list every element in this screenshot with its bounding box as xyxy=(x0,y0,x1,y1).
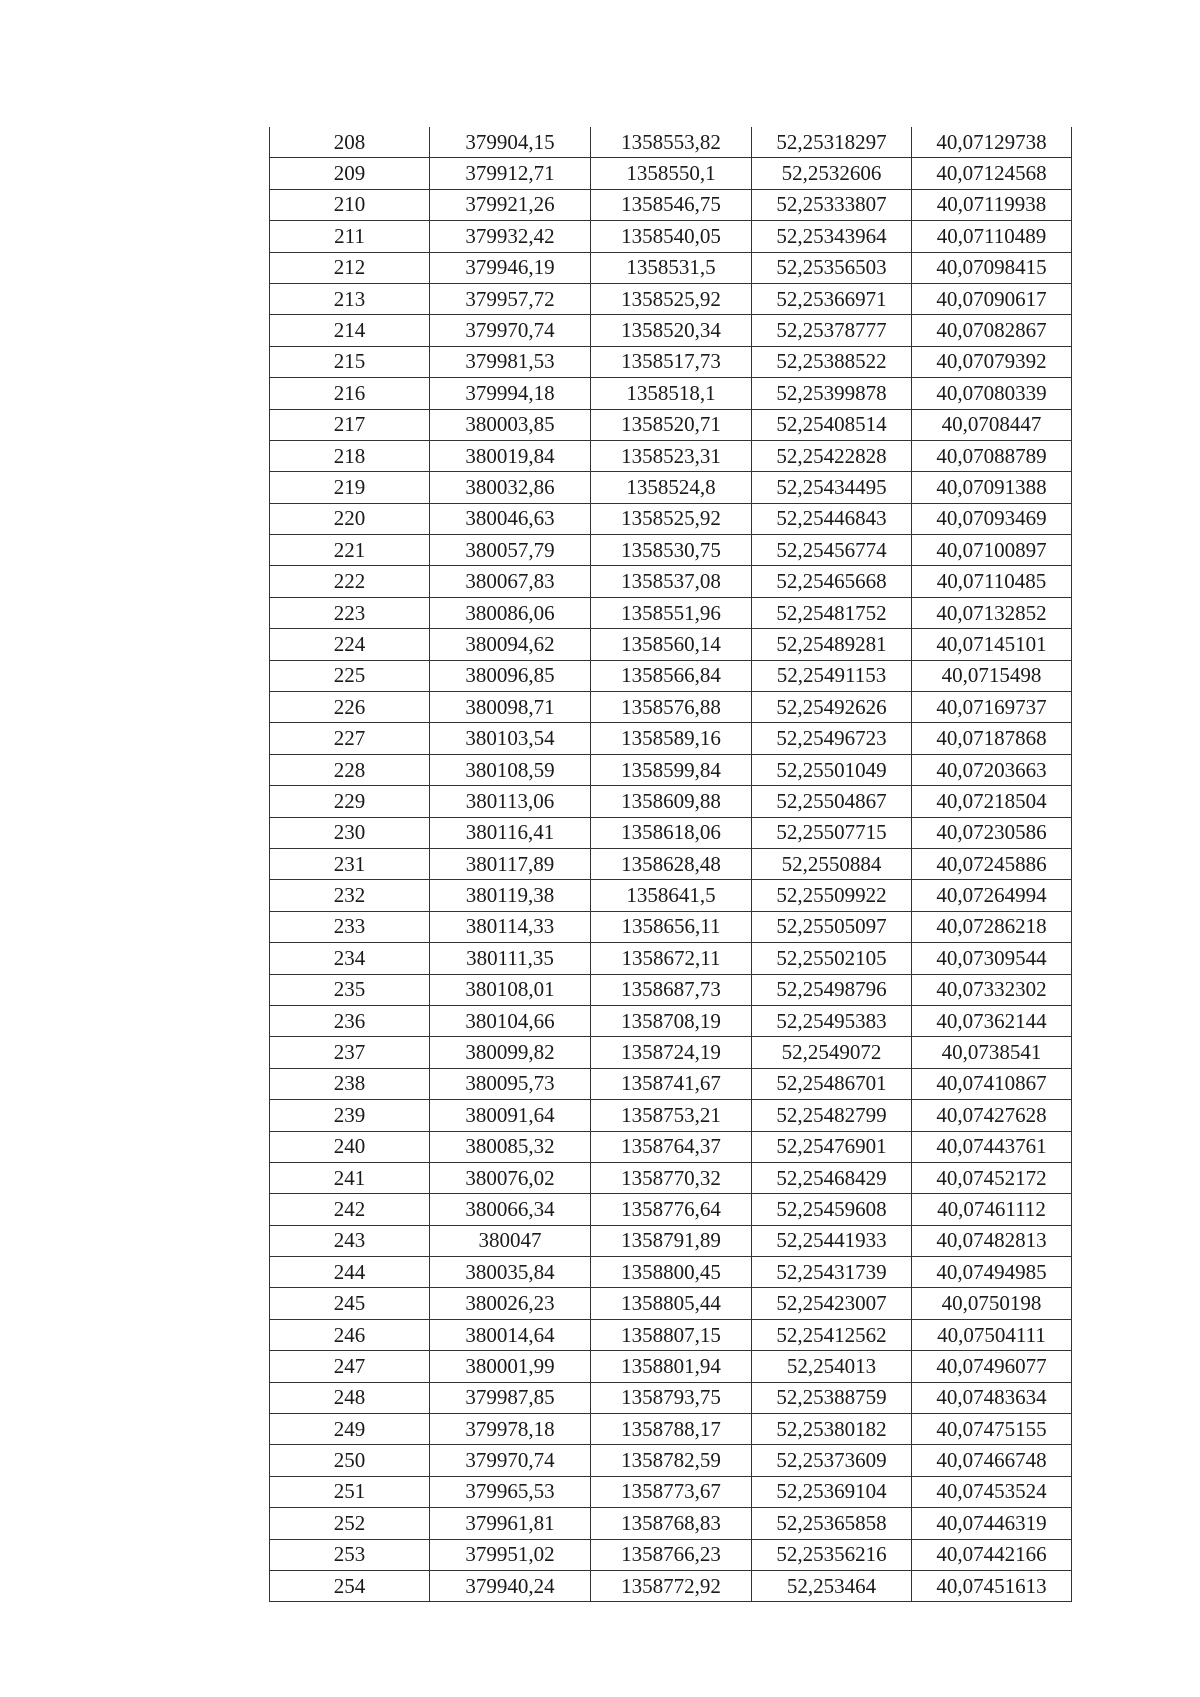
latitude-cell: 52,25318297 xyxy=(752,127,912,158)
point-number-cell: 222 xyxy=(270,566,430,597)
point-number-cell: 248 xyxy=(270,1382,430,1413)
point-number-cell: 247 xyxy=(270,1351,430,1382)
table-row xyxy=(270,535,1072,566)
latitude-cell: 52,25365858 xyxy=(752,1508,912,1539)
x-coordinate-cell: 379965,53 xyxy=(430,1476,591,1507)
latitude-cell: 52,25356216 xyxy=(752,1539,912,1570)
point-number-cell: 254 xyxy=(270,1570,430,1601)
y-coordinate-cell: 1358553,82 xyxy=(591,127,752,158)
x-coordinate-cell: 380003,85 xyxy=(430,409,591,440)
table-row xyxy=(270,1476,1072,1507)
longitude-cell: 40,07169737 xyxy=(912,692,1072,723)
longitude-cell: 40,07110489 xyxy=(912,221,1072,252)
x-coordinate-cell: 380067,83 xyxy=(430,566,591,597)
latitude-cell: 52,25373609 xyxy=(752,1445,912,1476)
x-coordinate-cell: 379921,26 xyxy=(430,189,591,220)
latitude-cell: 52,25476901 xyxy=(752,1131,912,1162)
x-coordinate-cell: 380099,82 xyxy=(430,1037,591,1068)
x-coordinate-cell: 380114,33 xyxy=(430,911,591,942)
point-number-cell: 245 xyxy=(270,1288,430,1319)
point-number-cell: 229 xyxy=(270,786,430,817)
latitude-cell: 52,25431739 xyxy=(752,1257,912,1288)
point-number-cell: 236 xyxy=(270,1005,430,1036)
latitude-cell: 52,25378777 xyxy=(752,315,912,346)
table-row xyxy=(270,786,1072,817)
table-row xyxy=(270,943,1072,974)
longitude-cell: 40,07482813 xyxy=(912,1225,1072,1256)
point-number-cell: 240 xyxy=(270,1131,430,1162)
point-number-cell: 243 xyxy=(270,1225,430,1256)
table-row xyxy=(270,252,1072,283)
point-number-cell: 226 xyxy=(270,692,430,723)
x-coordinate-cell: 380116,41 xyxy=(430,817,591,848)
y-coordinate-cell: 1358537,08 xyxy=(591,566,752,597)
x-coordinate-cell: 380076,02 xyxy=(430,1162,591,1193)
y-coordinate-cell: 1358805,44 xyxy=(591,1288,752,1319)
y-coordinate-cell: 1358768,83 xyxy=(591,1508,752,1539)
x-coordinate-cell: 379957,72 xyxy=(430,283,591,314)
table-row xyxy=(270,1068,1072,1099)
x-coordinate-cell: 379978,18 xyxy=(430,1414,591,1445)
y-coordinate-cell: 1358776,64 xyxy=(591,1194,752,1225)
latitude-cell: 52,25399878 xyxy=(752,378,912,409)
latitude-cell: 52,25343964 xyxy=(752,221,912,252)
longitude-cell: 40,07245886 xyxy=(912,848,1072,879)
y-coordinate-cell: 1358800,45 xyxy=(591,1257,752,1288)
latitude-cell: 52,25481752 xyxy=(752,597,912,628)
x-coordinate-cell: 379981,53 xyxy=(430,346,591,377)
table-row xyxy=(270,597,1072,628)
table-row xyxy=(270,1131,1072,1162)
longitude-cell: 40,07203663 xyxy=(912,754,1072,785)
longitude-cell: 40,07362144 xyxy=(912,1005,1072,1036)
latitude-cell: 52,25380182 xyxy=(752,1414,912,1445)
longitude-cell: 40,07452172 xyxy=(912,1162,1072,1193)
table-row xyxy=(270,440,1072,471)
x-coordinate-cell: 379940,24 xyxy=(430,1570,591,1601)
x-coordinate-cell: 379951,02 xyxy=(430,1539,591,1570)
table-row xyxy=(270,1288,1072,1319)
latitude-cell: 52,253464 xyxy=(752,1570,912,1601)
point-number-cell: 224 xyxy=(270,629,430,660)
y-coordinate-cell: 1358807,15 xyxy=(591,1319,752,1350)
point-number-cell: 213 xyxy=(270,283,430,314)
x-coordinate-cell: 380103,54 xyxy=(430,723,591,754)
y-coordinate-cell: 1358550,1 xyxy=(591,158,752,189)
latitude-cell: 52,25501049 xyxy=(752,754,912,785)
y-coordinate-cell: 1358724,19 xyxy=(591,1037,752,1068)
point-number-cell: 239 xyxy=(270,1100,430,1131)
longitude-cell: 40,07079392 xyxy=(912,346,1072,377)
longitude-cell: 40,07504111 xyxy=(912,1319,1072,1350)
table-row xyxy=(270,723,1072,754)
x-coordinate-cell: 380108,01 xyxy=(430,974,591,1005)
x-coordinate-cell: 380066,34 xyxy=(430,1194,591,1225)
table-row xyxy=(270,503,1072,534)
point-number-cell: 241 xyxy=(270,1162,430,1193)
x-coordinate-cell: 380014,64 xyxy=(430,1319,591,1350)
y-coordinate-cell: 1358791,89 xyxy=(591,1225,752,1256)
longitude-cell: 40,07286218 xyxy=(912,911,1072,942)
y-coordinate-cell: 1358641,5 xyxy=(591,880,752,911)
x-coordinate-cell: 379904,15 xyxy=(430,127,591,158)
longitude-cell: 40,07494985 xyxy=(912,1257,1072,1288)
table-row xyxy=(270,629,1072,660)
y-coordinate-cell: 1358520,34 xyxy=(591,315,752,346)
x-coordinate-cell: 380026,23 xyxy=(430,1288,591,1319)
longitude-cell: 40,07309544 xyxy=(912,943,1072,974)
y-coordinate-cell: 1358772,92 xyxy=(591,1570,752,1601)
x-coordinate-cell: 380085,32 xyxy=(430,1131,591,1162)
y-coordinate-cell: 1358576,88 xyxy=(591,692,752,723)
y-coordinate-cell: 1358764,37 xyxy=(591,1131,752,1162)
point-number-cell: 217 xyxy=(270,409,430,440)
table-row xyxy=(270,1037,1072,1068)
latitude-cell: 52,25468429 xyxy=(752,1162,912,1193)
point-number-cell: 252 xyxy=(270,1508,430,1539)
point-number-cell: 228 xyxy=(270,754,430,785)
y-coordinate-cell: 1358672,11 xyxy=(591,943,752,974)
longitude-cell: 40,07453524 xyxy=(912,1476,1072,1507)
longitude-cell: 40,07451613 xyxy=(912,1570,1072,1601)
point-number-cell: 249 xyxy=(270,1414,430,1445)
point-number-cell: 251 xyxy=(270,1476,430,1507)
point-number-cell: 233 xyxy=(270,911,430,942)
point-number-cell: 234 xyxy=(270,943,430,974)
coordinates-table-body xyxy=(270,127,1072,1602)
y-coordinate-cell: 1358766,23 xyxy=(591,1539,752,1570)
longitude-cell: 40,07466748 xyxy=(912,1445,1072,1476)
longitude-cell: 40,07132852 xyxy=(912,597,1072,628)
table-row xyxy=(270,1570,1072,1601)
y-coordinate-cell: 1358782,59 xyxy=(591,1445,752,1476)
longitude-cell: 40,07187868 xyxy=(912,723,1072,754)
point-number-cell: 235 xyxy=(270,974,430,1005)
point-number-cell: 209 xyxy=(270,158,430,189)
latitude-cell: 52,25504867 xyxy=(752,786,912,817)
longitude-cell: 40,0708447 xyxy=(912,409,1072,440)
x-coordinate-cell: 380019,84 xyxy=(430,440,591,471)
point-number-cell: 242 xyxy=(270,1194,430,1225)
longitude-cell: 40,07483634 xyxy=(912,1382,1072,1413)
x-coordinate-cell: 380108,59 xyxy=(430,754,591,785)
table-row xyxy=(270,1382,1072,1413)
longitude-cell: 40,07264994 xyxy=(912,880,1072,911)
longitude-cell: 40,07124568 xyxy=(912,158,1072,189)
latitude-cell: 52,25482799 xyxy=(752,1100,912,1131)
latitude-cell: 52,25441933 xyxy=(752,1225,912,1256)
longitude-cell: 40,07129738 xyxy=(912,127,1072,158)
latitude-cell: 52,25491153 xyxy=(752,660,912,691)
y-coordinate-cell: 1358546,75 xyxy=(591,189,752,220)
table-row xyxy=(270,1319,1072,1350)
table-row xyxy=(270,221,1072,252)
latitude-cell: 52,25388759 xyxy=(752,1382,912,1413)
latitude-cell: 52,25366971 xyxy=(752,283,912,314)
longitude-cell: 40,07442166 xyxy=(912,1539,1072,1570)
table-row xyxy=(270,1445,1072,1476)
table-row xyxy=(270,1508,1072,1539)
y-coordinate-cell: 1358793,75 xyxy=(591,1382,752,1413)
longitude-cell: 40,07145101 xyxy=(912,629,1072,660)
point-number-cell: 212 xyxy=(270,252,430,283)
x-coordinate-cell: 379932,42 xyxy=(430,221,591,252)
latitude-cell: 52,25502105 xyxy=(752,943,912,974)
latitude-cell: 52,25333807 xyxy=(752,189,912,220)
x-coordinate-cell: 380111,35 xyxy=(430,943,591,974)
longitude-cell: 40,07080339 xyxy=(912,378,1072,409)
longitude-cell: 40,07091388 xyxy=(912,472,1072,503)
table-row xyxy=(270,409,1072,440)
y-coordinate-cell: 1358788,17 xyxy=(591,1414,752,1445)
y-coordinate-cell: 1358531,5 xyxy=(591,252,752,283)
y-coordinate-cell: 1358599,84 xyxy=(591,754,752,785)
longitude-cell: 40,07332302 xyxy=(912,974,1072,1005)
table-row xyxy=(270,1225,1072,1256)
x-coordinate-cell: 379994,18 xyxy=(430,378,591,409)
table-row xyxy=(270,974,1072,1005)
point-number-cell: 230 xyxy=(270,817,430,848)
longitude-cell: 40,07088789 xyxy=(912,440,1072,471)
y-coordinate-cell: 1358560,14 xyxy=(591,629,752,660)
latitude-cell: 52,25465668 xyxy=(752,566,912,597)
coordinates-table xyxy=(269,127,1072,1602)
longitude-cell: 40,0738541 xyxy=(912,1037,1072,1068)
longitude-cell: 40,07100897 xyxy=(912,535,1072,566)
longitude-cell: 40,07230586 xyxy=(912,817,1072,848)
latitude-cell: 52,25446843 xyxy=(752,503,912,534)
x-coordinate-cell: 380086,06 xyxy=(430,597,591,628)
table-row xyxy=(270,1257,1072,1288)
table-row xyxy=(270,817,1072,848)
table-row xyxy=(270,911,1072,942)
table-row xyxy=(270,1414,1072,1445)
x-coordinate-cell: 379912,71 xyxy=(430,158,591,189)
y-coordinate-cell: 1358524,8 xyxy=(591,472,752,503)
latitude-cell: 52,25489281 xyxy=(752,629,912,660)
x-coordinate-cell: 379987,85 xyxy=(430,1382,591,1413)
latitude-cell: 52,25356503 xyxy=(752,252,912,283)
y-coordinate-cell: 1358656,11 xyxy=(591,911,752,942)
latitude-cell: 52,2550884 xyxy=(752,848,912,879)
point-number-cell: 250 xyxy=(270,1445,430,1476)
point-number-cell: 219 xyxy=(270,472,430,503)
y-coordinate-cell: 1358708,19 xyxy=(591,1005,752,1036)
latitude-cell: 52,25422828 xyxy=(752,440,912,471)
x-coordinate-cell: 379970,74 xyxy=(430,1445,591,1476)
longitude-cell: 40,07110485 xyxy=(912,566,1072,597)
longitude-cell: 40,07446319 xyxy=(912,1508,1072,1539)
point-number-cell: 218 xyxy=(270,440,430,471)
y-coordinate-cell: 1358517,73 xyxy=(591,346,752,377)
latitude-cell: 52,25459608 xyxy=(752,1194,912,1225)
table-row xyxy=(270,880,1072,911)
point-number-cell: 220 xyxy=(270,503,430,534)
point-number-cell: 208 xyxy=(270,127,430,158)
x-coordinate-cell: 380098,71 xyxy=(430,692,591,723)
point-number-cell: 231 xyxy=(270,848,430,879)
y-coordinate-cell: 1358753,21 xyxy=(591,1100,752,1131)
table-row xyxy=(270,1351,1072,1382)
longitude-cell: 40,07098415 xyxy=(912,252,1072,283)
table-row xyxy=(270,189,1072,220)
x-coordinate-cell: 380095,73 xyxy=(430,1068,591,1099)
x-coordinate-cell: 380001,99 xyxy=(430,1351,591,1382)
table-row xyxy=(270,1539,1072,1570)
latitude-cell: 52,25423007 xyxy=(752,1288,912,1319)
point-number-cell: 244 xyxy=(270,1257,430,1288)
y-coordinate-cell: 1358618,06 xyxy=(591,817,752,848)
point-number-cell: 238 xyxy=(270,1068,430,1099)
latitude-cell: 52,25456774 xyxy=(752,535,912,566)
y-coordinate-cell: 1358518,1 xyxy=(591,378,752,409)
table-row xyxy=(270,692,1072,723)
longitude-cell: 40,07443761 xyxy=(912,1131,1072,1162)
x-coordinate-cell: 380104,66 xyxy=(430,1005,591,1036)
y-coordinate-cell: 1358520,71 xyxy=(591,409,752,440)
y-coordinate-cell: 1358530,75 xyxy=(591,535,752,566)
table-row xyxy=(270,127,1072,158)
table-row xyxy=(270,378,1072,409)
latitude-cell: 52,254013 xyxy=(752,1351,912,1382)
longitude-cell: 40,07218504 xyxy=(912,786,1072,817)
x-coordinate-cell: 380094,62 xyxy=(430,629,591,660)
longitude-cell: 40,07475155 xyxy=(912,1414,1072,1445)
y-coordinate-cell: 1358801,94 xyxy=(591,1351,752,1382)
longitude-cell: 40,0750198 xyxy=(912,1288,1072,1319)
point-number-cell: 227 xyxy=(270,723,430,754)
x-coordinate-cell: 380113,06 xyxy=(430,786,591,817)
y-coordinate-cell: 1358540,05 xyxy=(591,221,752,252)
latitude-cell: 52,2532606 xyxy=(752,158,912,189)
point-number-cell: 214 xyxy=(270,315,430,346)
point-number-cell: 225 xyxy=(270,660,430,691)
table-row xyxy=(270,848,1072,879)
x-coordinate-cell: 380035,84 xyxy=(430,1257,591,1288)
latitude-cell: 52,25369104 xyxy=(752,1476,912,1507)
point-number-cell: 215 xyxy=(270,346,430,377)
longitude-cell: 40,07461112 xyxy=(912,1194,1072,1225)
x-coordinate-cell: 380117,89 xyxy=(430,848,591,879)
longitude-cell: 40,07427628 xyxy=(912,1100,1072,1131)
y-coordinate-cell: 1358525,92 xyxy=(591,503,752,534)
longitude-cell: 40,0715498 xyxy=(912,660,1072,691)
x-coordinate-cell: 380091,64 xyxy=(430,1100,591,1131)
y-coordinate-cell: 1358589,16 xyxy=(591,723,752,754)
table-row xyxy=(270,1005,1072,1036)
x-coordinate-cell: 380119,38 xyxy=(430,880,591,911)
latitude-cell: 52,2549072 xyxy=(752,1037,912,1068)
latitude-cell: 52,25434495 xyxy=(752,472,912,503)
y-coordinate-cell: 1358566,84 xyxy=(591,660,752,691)
point-number-cell: 223 xyxy=(270,597,430,628)
x-coordinate-cell: 379946,19 xyxy=(430,252,591,283)
latitude-cell: 52,25412562 xyxy=(752,1319,912,1350)
x-coordinate-cell: 379961,81 xyxy=(430,1508,591,1539)
latitude-cell: 52,25509922 xyxy=(752,880,912,911)
y-coordinate-cell: 1358525,92 xyxy=(591,283,752,314)
latitude-cell: 52,25505097 xyxy=(752,911,912,942)
point-number-cell: 253 xyxy=(270,1539,430,1570)
longitude-cell: 40,07093469 xyxy=(912,503,1072,534)
table-row xyxy=(270,472,1072,503)
point-number-cell: 246 xyxy=(270,1319,430,1350)
latitude-cell: 52,25492626 xyxy=(752,692,912,723)
point-number-cell: 232 xyxy=(270,880,430,911)
longitude-cell: 40,07410867 xyxy=(912,1068,1072,1099)
x-coordinate-cell: 380096,85 xyxy=(430,660,591,691)
longitude-cell: 40,07119938 xyxy=(912,189,1072,220)
y-coordinate-cell: 1358687,73 xyxy=(591,974,752,1005)
table-row xyxy=(270,1162,1072,1193)
table-row xyxy=(270,660,1072,691)
x-coordinate-cell: 379970,74 xyxy=(430,315,591,346)
y-coordinate-cell: 1358773,67 xyxy=(591,1476,752,1507)
latitude-cell: 52,25495383 xyxy=(752,1005,912,1036)
latitude-cell: 52,25498796 xyxy=(752,974,912,1005)
table-row xyxy=(270,315,1072,346)
x-coordinate-cell: 380032,86 xyxy=(430,472,591,503)
table-row xyxy=(270,158,1072,189)
latitude-cell: 52,25408514 xyxy=(752,409,912,440)
y-coordinate-cell: 1358523,31 xyxy=(591,440,752,471)
point-number-cell: 221 xyxy=(270,535,430,566)
table-row xyxy=(270,566,1072,597)
longitude-cell: 40,07082867 xyxy=(912,315,1072,346)
y-coordinate-cell: 1358551,96 xyxy=(591,597,752,628)
table-row xyxy=(270,754,1072,785)
latitude-cell: 52,25507715 xyxy=(752,817,912,848)
y-coordinate-cell: 1358628,48 xyxy=(591,848,752,879)
y-coordinate-cell: 1358770,32 xyxy=(591,1162,752,1193)
y-coordinate-cell: 1358741,67 xyxy=(591,1068,752,1099)
latitude-cell: 52,25496723 xyxy=(752,723,912,754)
x-coordinate-cell: 380046,63 xyxy=(430,503,591,534)
point-number-cell: 216 xyxy=(270,378,430,409)
point-number-cell: 237 xyxy=(270,1037,430,1068)
x-coordinate-cell: 380057,79 xyxy=(430,535,591,566)
table-row xyxy=(270,346,1072,377)
latitude-cell: 52,25388522 xyxy=(752,346,912,377)
longitude-cell: 40,07090617 xyxy=(912,283,1072,314)
y-coordinate-cell: 1358609,88 xyxy=(591,786,752,817)
longitude-cell: 40,07496077 xyxy=(912,1351,1072,1382)
table-row xyxy=(270,1100,1072,1131)
latitude-cell: 52,25486701 xyxy=(752,1068,912,1099)
table-row xyxy=(270,283,1072,314)
point-number-cell: 210 xyxy=(270,189,430,220)
point-number-cell: 211 xyxy=(270,221,430,252)
x-coordinate-cell: 380047 xyxy=(430,1225,591,1256)
table-row xyxy=(270,1194,1072,1225)
